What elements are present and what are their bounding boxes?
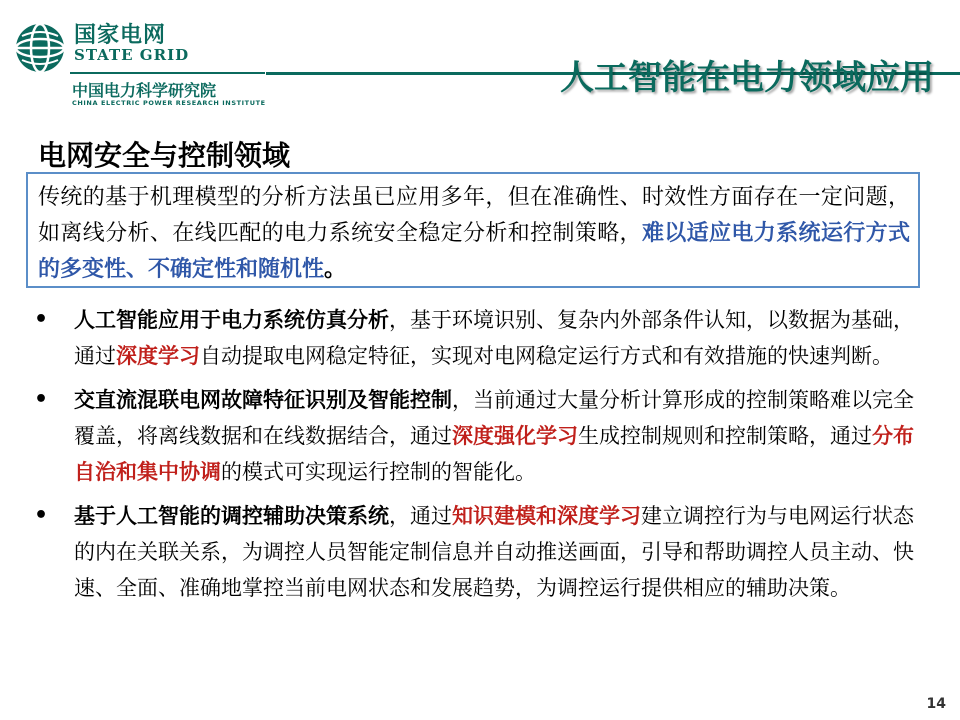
bullet-highlight: 分布自治和集中协调 bbox=[74, 424, 914, 484]
bullet-highlight: 知识建模和深度学习 bbox=[452, 504, 641, 528]
brand-name-cn: 国家电网 bbox=[74, 23, 167, 48]
section-title: 电网安全与控制领域 bbox=[38, 139, 291, 172]
bullet-dot: • bbox=[34, 307, 49, 332]
bullet-text: ，基于环境识别、复杂内外部条件认知，以数据为基础，通过 bbox=[74, 308, 914, 368]
intro-highlight: 难以适应电力系统运行方式的多变性、不确定性和随机性 bbox=[38, 221, 910, 282]
bullet-dot: • bbox=[34, 387, 49, 412]
bullet-highlight: 深度强化学习 bbox=[452, 424, 578, 448]
logo-divider bbox=[70, 72, 265, 74]
institute-name-en: CHINA ELECTRIC POWER RESEARCH INSTITUTE bbox=[72, 99, 266, 107]
intro-box bbox=[26, 172, 920, 288]
state-grid-logo-icon bbox=[14, 22, 66, 74]
bullet-lead: 交直流混联电网故障特征识别及智能控制 bbox=[74, 388, 452, 412]
intro-end: 。 bbox=[324, 257, 347, 282]
bullet-text: 自动提取电网稳定特征，实现对电网稳定运行方式和有效措施的快速判断。 bbox=[200, 344, 893, 368]
bullet-item bbox=[30, 382, 930, 490]
page-title: 人工智能在电力领域应用 bbox=[560, 58, 934, 98]
bullet-highlight: 深度学习 bbox=[116, 344, 200, 368]
bullet-text: ，当前通过大量分析计算形成的控制策略难以完全覆盖，将离线数据和在线数据结合，通过 bbox=[74, 388, 914, 448]
bullet-item bbox=[30, 498, 930, 606]
page-number: 14 bbox=[926, 696, 946, 712]
brand-name-en: STATE GRID bbox=[74, 46, 190, 64]
bullet-lead: 基于人工智能的调控辅助决策系统 bbox=[74, 504, 389, 528]
bullet-text: ，通过 bbox=[389, 504, 452, 528]
bullet-dot: • bbox=[34, 503, 49, 528]
intro-text: 传统的基于机理模型的分析方法虽已应用多年，但在准确性、时效性方面存在一定问题，如离线分析、在线匹配的电力系统安全稳定分析和控制策略， bbox=[38, 185, 910, 246]
bullet-text: 的模式可实现运行控制的智能化。 bbox=[221, 460, 536, 484]
slide-header bbox=[0, 0, 960, 118]
bullet-list bbox=[30, 302, 930, 614]
bullet-lead: 人工智能应用于电力系统仿真分析 bbox=[74, 308, 389, 332]
institute-name-cn: 中国电力科学研究院 bbox=[72, 81, 217, 100]
bullet-item bbox=[30, 302, 930, 374]
bullet-text: 生成控制规则和控制策略，通过 bbox=[578, 424, 872, 448]
bullet-text: 建立调控行为与电网运行状态的内在关联关系，为调控人员智能定制信息并自动推送画面，引导和帮助调控人员主动、快速、全面、准确地掌控当前电网状态和发展趋势，为调控运行提供相应的辅助决策。 bbox=[74, 504, 914, 600]
